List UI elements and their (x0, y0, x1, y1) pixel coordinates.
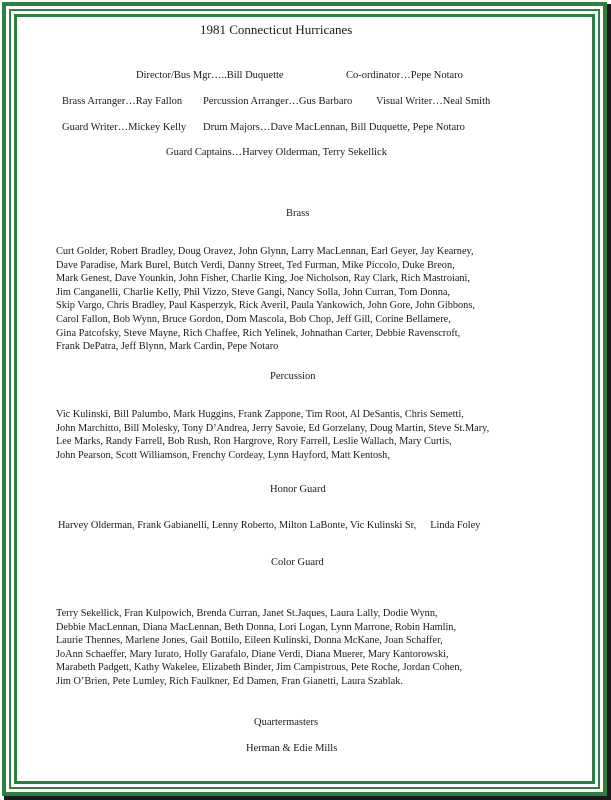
brass-line: Skip Vargo, Chris Bradley, Paul Kasperzyk, Rick Averil, Paula Yankowich, John Gore, John Gibbons, (56, 300, 475, 312)
staff-guard-captains: Guard Captains…Harvey Olderman, Terry Sekellick (166, 147, 387, 158)
brass-line: Carol Fallon, Bob Wynn, Bruce Gordon, Dom Mascola, Bob Chop, Jeff Gill, Corine Bellamere, (56, 313, 451, 325)
staff-drum-majors: Drum Majors…Dave MacLennan, Bill Duquette, Pepe Notaro (203, 122, 465, 133)
staff-brass-arranger: Brass Arranger…Ray Fallon (62, 96, 183, 107)
color-guard-names (56, 607, 462, 689)
honor-guard-names (58, 520, 480, 531)
section-heading-color-guard: Color Guard (271, 557, 324, 568)
staff-coordinator: Co-ordinator…Pepe Notaro (346, 70, 463, 81)
brass-line: Dave Paradise, Mark Burel, Butch Verdi, Danny Street, Ted Furman, Mike Piccolo, Duke Breon, (56, 259, 455, 271)
percussion-line: John Pearson, Scott Williamson, Frenchy Cordeay, Lynn Hayford, Matt Kentosh, (56, 449, 390, 461)
brass-line: Curt Golder, Robert Bradley, Doug Oravez, John Glynn, Larry MacLennan, Earl Geyer, Jay Kearney, (56, 246, 474, 257)
brass-line: Mark Genest, Dave Younkin, John Fisher, Charlie King, Joe Nicholson, Ray Clark, Rich Mastroiani, (56, 273, 470, 285)
honor-guard-last: Linda Foley (430, 520, 481, 531)
color-guard-line: Jim O’Brien, Pete Lumley, Rich Faulkner, Ed Damen, Fran Gianetti, Laura Szablak. (56, 675, 403, 687)
section-heading-quartermasters: Quartermasters (254, 717, 319, 728)
brass-names (56, 245, 475, 354)
percussion-line: Vic Kulinski, Bill Palumbo, Mark Huggins, Frank Zappone, Tim Root, Al DeSantis, Chris Semetti, (56, 409, 464, 420)
percussion-line: John Marchitto, Bill Molesky, Tony D’Andrea, Jerry Savoie, Ed Gorzelany, Doug Martin, Steve St.Mary, (56, 422, 490, 434)
staff-visual-writer: Visual Writer…Neal Smith (376, 96, 491, 107)
section-heading-percussion: Percussion (270, 371, 316, 382)
brass-line: Jim Canganelli, Charlie Kelly, Phil Vizzo, Steve Gangi, Nancy Solla, John Curran, Tom Donna, (56, 286, 450, 298)
color-guard-line: Laurie Thennes, Marlene Jones, Gail Bottilo, Eileen Kulinski, Donna McKane, Joan Schaffer, (56, 635, 443, 647)
staff-director: Director/Bus Mgr…..Bill Duquette (136, 70, 284, 81)
section-heading-honor-guard: Honor Guard (270, 484, 326, 495)
staff-guard-writer: Guard Writer…Mickey Kelly (62, 122, 187, 133)
color-guard-line: Terry Sekellick, Fran Kulpowich, Brenda Curran, Janet St.Jaques, Laura Lally, Dodie Wynn, (56, 608, 438, 619)
honor-guard-line: Harvey Olderman, Frank Gabianelli, Lenny Roberto, Milton LaBonte, Vic Kulinski Sr, (58, 520, 417, 531)
brass-line: Frank DePatra, Jeff Blynn, Mark Cardin, Pepe Notaro (56, 341, 279, 353)
percussion-names (56, 408, 489, 462)
section-heading-brass: Brass (286, 208, 310, 219)
color-guard-line: Marabeth Padgett, Kathy Wakelee, Elizabeth Binder, Jim Campistrous, Pete Roche, Jordan Cohen, (56, 662, 463, 674)
percussion-line: Lee Marks, Randy Farrell, Bob Rush, Ron Hargrove, Rory Farrell, Leslie Wallach, Mary Curtis, (56, 436, 452, 448)
color-guard-line: Debbie MacLennan, Diana MacLennan, Beth Donna, Lori Logan, Lynn Marrone, Robin Hamlin, (56, 621, 457, 633)
page-title: 1981 Connecticut Hurricanes (200, 22, 353, 37)
brass-line: Gina Patcofsky, Steve Mayne, Rich Chaffee, Rich Yelinek, Johnathan Carter, Debbie Ravenscroft, (56, 327, 461, 339)
staff-percussion-arranger: Percussion Arranger…Gus Barbaro (203, 96, 353, 107)
color-guard-line: JoAnn Schaeffer, Mary Iurato, Holly Garafalo, Diane Verdi, Diana Muerer, Mary Kantorowski, (56, 648, 449, 660)
quartermasters-names: Herman & Edie Mills (246, 743, 338, 754)
